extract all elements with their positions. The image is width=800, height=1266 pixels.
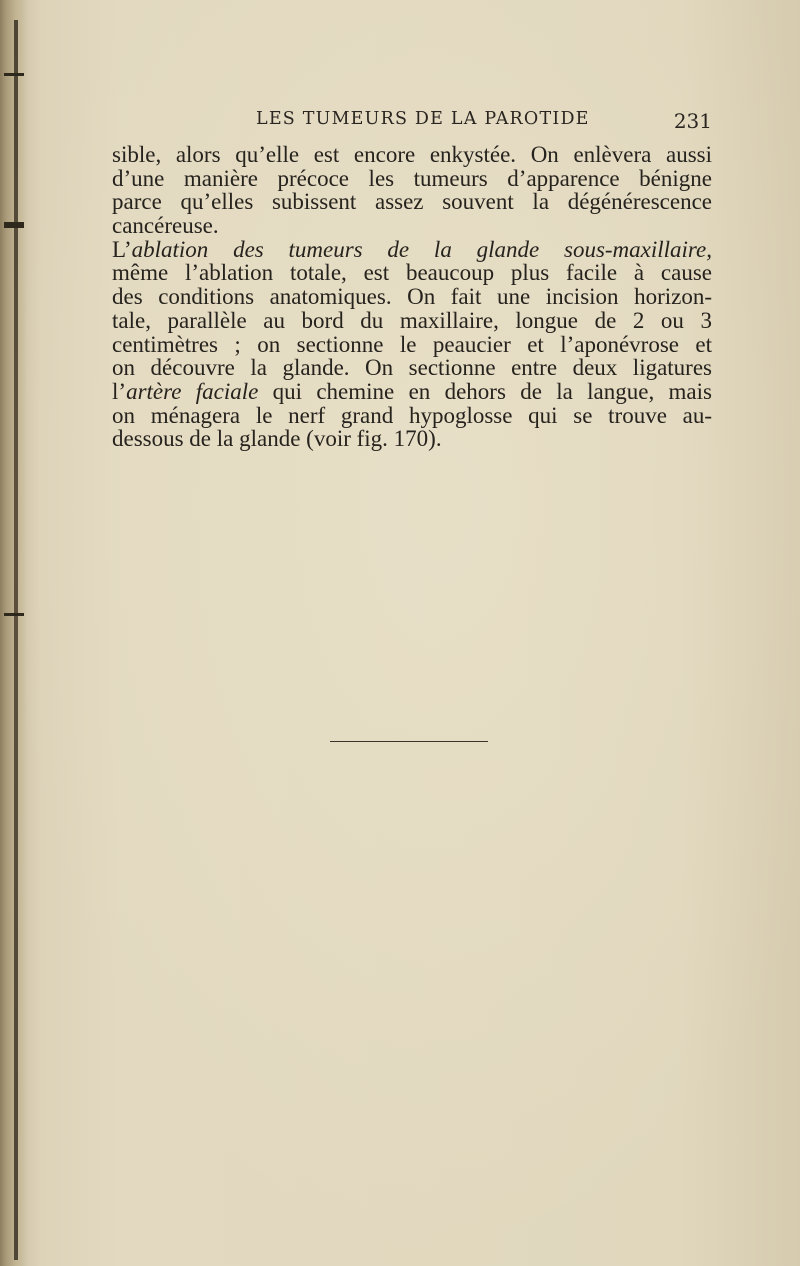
binding-mark bbox=[4, 73, 24, 76]
binding-edge bbox=[14, 20, 18, 1260]
italic-phrase: artère faciale bbox=[126, 378, 259, 404]
italic-phrase: ablation des tumeurs de la glande sous-maxillaire, bbox=[131, 236, 712, 262]
binding-mark bbox=[4, 613, 24, 616]
line-prefix: L’ bbox=[112, 236, 132, 262]
text-line: parce qu’elles subissent assez souvent la dégénérescence bbox=[112, 189, 712, 215]
text-line: on découvre la glande. On sectionne entre deux ligatures bbox=[112, 355, 712, 381]
text-line bbox=[112, 380, 712, 404]
section-end-rule bbox=[330, 741, 488, 742]
line-prefix: l’ bbox=[112, 378, 127, 404]
text-line: même l’ablation totale, est beaucoup plus facile à cause bbox=[112, 260, 712, 286]
text-line: on ménagera le nerf grand hypoglosse qui se trouve au- bbox=[112, 402, 712, 428]
binding-mark bbox=[4, 222, 24, 228]
page-number: 231 bbox=[673, 109, 712, 133]
text-line: tale, parallèle au bord du maxillaire, longue de 2 ou 3 bbox=[112, 307, 712, 333]
text-line: d’une manière précoce les tumeurs d’apparence bénigne bbox=[112, 165, 712, 191]
text-line: des conditions anatomiques. On fait une incision horizon- bbox=[112, 284, 712, 310]
text-line: sible, alors qu’elle est encore enkystée. On enlèvera aussi bbox=[112, 142, 712, 167]
line-suffix: qui chemine en dehors de la langue, mais bbox=[258, 378, 712, 404]
running-title: LES TUMEURS DE LA PAROTIDE bbox=[256, 109, 590, 129]
text-line: cancéreuse. bbox=[112, 213, 219, 239]
text-line bbox=[112, 238, 712, 262]
running-head bbox=[108, 109, 712, 133]
body-text bbox=[112, 143, 712, 451]
text-line: centimètres ; on sectionne le peaucier et l’aponévrose et bbox=[112, 331, 712, 357]
text-line: dessous de la glande (voir fig. 170). bbox=[112, 426, 442, 452]
